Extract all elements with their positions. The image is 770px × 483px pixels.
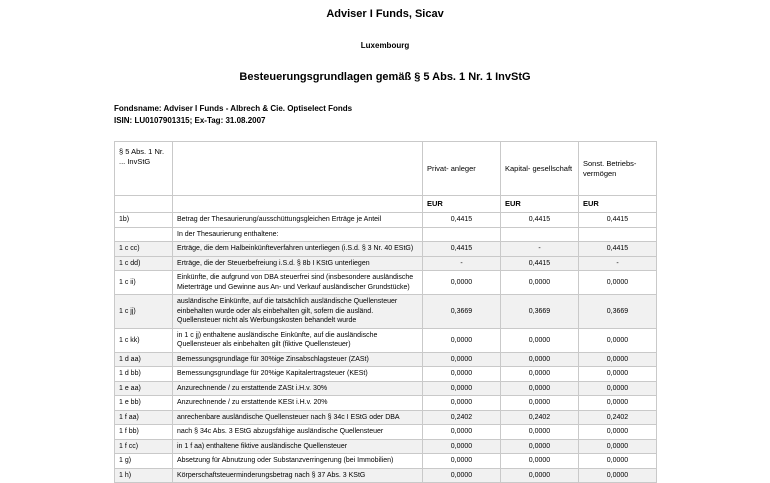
row-value-betriebsvermoegen: 0,3669 <box>579 295 657 329</box>
row-value-betriebsvermoegen: 0,0000 <box>579 367 657 382</box>
row-value-betriebsvermoegen: 0,0000 <box>579 381 657 396</box>
row-value-betriebsvermoegen: 0,4415 <box>579 213 657 228</box>
row-value-privatanleger: 0,4415 <box>423 242 501 257</box>
isin-line: ISIN: LU0107901315; Ex-Tag: 31.08.2007 <box>114 116 266 125</box>
fund-name-line: Fondsname: Adviser I Funds - Albrech & Cie. Optiselect Fonds <box>114 104 353 113</box>
row-value-kapitalgesellschaft: 0,0000 <box>501 367 579 382</box>
document-heading: Besteuerungsgrundlagen gemäß § 5 Abs. 1 Nr. 1 InvStG <box>239 71 531 83</box>
row-value-betriebsvermoegen: 0,0000 <box>579 271 657 295</box>
row-description: Erträge, die der Steuerbefreiung i.S.d. § 8b I KStG unterliegen <box>173 256 423 271</box>
document-city: Luxembourg <box>360 41 410 50</box>
tax-table-container <box>114 141 656 483</box>
row-code: 1 c ii) <box>115 271 173 295</box>
row-value-privatanleger: 0,0000 <box>423 425 501 440</box>
row-code: 1 d bb) <box>115 367 173 382</box>
row-code <box>115 227 173 242</box>
table-row <box>115 213 657 228</box>
row-value-betriebsvermoegen <box>579 227 657 242</box>
row-value-privatanleger: 0,0000 <box>423 271 501 295</box>
row-value-privatanleger: 0,3669 <box>423 295 501 329</box>
row-value-kapitalgesellschaft: 0,0000 <box>501 439 579 454</box>
row-value-privatanleger: 0,0000 <box>423 352 501 367</box>
currency-code-cell <box>115 196 173 213</box>
row-value-betriebsvermoegen: 0,4415 <box>579 242 657 257</box>
header-code: § 5 Abs. 1 Nr. ... InvStG <box>115 142 173 196</box>
table-header-row <box>115 142 657 196</box>
row-value-betriebsvermoegen: 0,0000 <box>579 396 657 411</box>
row-code: 1 f cc) <box>115 439 173 454</box>
row-value-kapitalgesellschaft: 0,0000 <box>501 425 579 440</box>
row-description: Erträge, die dem Halbeinkünfteverfahren unterliegen (i.S.d. § 3 Nr. 40 EStG) <box>173 242 423 257</box>
document-page <box>0 8 770 480</box>
row-value-kapitalgesellschaft: 0,4415 <box>501 256 579 271</box>
currency-desc-cell <box>173 196 423 213</box>
fund-metadata <box>114 103 770 127</box>
row-value-privatanleger: 0,2402 <box>423 410 501 425</box>
row-description: Bemessungsgrundlage für 30%ige Zinsabschlagsteuer (ZASt) <box>173 352 423 367</box>
row-value-betriebsvermoegen: 0,0000 <box>579 468 657 483</box>
table-row <box>115 410 657 425</box>
header-privatanleger: Privat- anleger <box>423 142 501 196</box>
row-code: 1 f aa) <box>115 410 173 425</box>
table-row <box>115 271 657 295</box>
row-value-kapitalgesellschaft: 0,0000 <box>501 328 579 352</box>
row-value-privatanleger <box>423 227 501 242</box>
table-row <box>115 439 657 454</box>
row-code: 1 c kk) <box>115 328 173 352</box>
row-value-privatanleger: 0,0000 <box>423 454 501 469</box>
row-value-kapitalgesellschaft: 0,2402 <box>501 410 579 425</box>
row-value-kapitalgesellschaft: 0,0000 <box>501 381 579 396</box>
row-description: nach § 34c Abs. 3 EStG abzugsfähige ausländische Quellensteuer <box>173 425 423 440</box>
row-description: in 1 c jj) enthaltene ausländische Einkünfte, auf die ausländische Quellensteuer als einbehalten gilt (fiktive Quellensteuer) <box>173 328 423 352</box>
row-value-privatanleger: 0,0000 <box>423 439 501 454</box>
table-body <box>115 213 657 483</box>
row-code: 1 d aa) <box>115 352 173 367</box>
header-kapitalgesellschaft: Kapital- gesellschaft <box>501 142 579 196</box>
table-row <box>115 256 657 271</box>
table-row <box>115 295 657 329</box>
row-value-betriebsvermoegen: 0,0000 <box>579 439 657 454</box>
header-description <box>173 142 423 196</box>
row-code: 1 h) <box>115 468 173 483</box>
row-description: Betrag der Thesaurierung/ausschüttungsgleichen Erträge je Anteil <box>173 213 423 228</box>
row-description: In der Thesaurierung enthaltene: <box>173 227 423 242</box>
row-description: Bemessungsgrundlage für 20%ige Kapitalertragsteuer (KESt) <box>173 367 423 382</box>
table-currency-row <box>115 196 657 213</box>
row-value-privatanleger: 0,0000 <box>423 468 501 483</box>
row-description: Körperschaftsteuerminderungsbetrag nach § 37 Abs. 3 KStG <box>173 468 423 483</box>
row-value-kapitalgesellschaft <box>501 227 579 242</box>
row-description: in 1 f aa) enthaltene fiktive ausländische Quellensteuer <box>173 439 423 454</box>
table-row <box>115 381 657 396</box>
document-title: Adviser I Funds, Sicav <box>326 8 444 20</box>
row-value-kapitalgesellschaft: 0,0000 <box>501 396 579 411</box>
row-description: Absetzung für Abnutzung oder Substanzverringerung (bei Immobilien) <box>173 454 423 469</box>
tax-basis-table <box>114 141 657 483</box>
row-value-kapitalgesellschaft: 0,0000 <box>501 352 579 367</box>
table-row <box>115 396 657 411</box>
row-value-privatanleger: 0,0000 <box>423 396 501 411</box>
currency-col2: EUR <box>501 196 579 213</box>
row-value-privatanleger: - <box>423 256 501 271</box>
row-value-kapitalgesellschaft: 0,0000 <box>501 271 579 295</box>
header-betriebsvermoegen: Sonst. Betriebs- vermögen <box>579 142 657 196</box>
table-row <box>115 328 657 352</box>
row-value-betriebsvermoegen: 0,2402 <box>579 410 657 425</box>
row-code: 1 c jj) <box>115 295 173 329</box>
table-row <box>115 242 657 257</box>
row-value-privatanleger: 0,0000 <box>423 328 501 352</box>
row-code: 1 g) <box>115 454 173 469</box>
row-value-kapitalgesellschaft: 0,0000 <box>501 454 579 469</box>
currency-col1: EUR <box>423 196 501 213</box>
row-value-betriebsvermoegen: - <box>579 256 657 271</box>
table-row <box>115 425 657 440</box>
row-description: Anzurechnende / zu erstattende ZASt i.H.v. 30% <box>173 381 423 396</box>
table-header <box>115 142 657 213</box>
row-value-betriebsvermoegen: 0,0000 <box>579 328 657 352</box>
row-code: 1 e aa) <box>115 381 173 396</box>
table-row <box>115 352 657 367</box>
row-description: anrechenbare ausländische Quellensteuer nach § 34c I EStG oder DBA <box>173 410 423 425</box>
row-code: 1 c cc) <box>115 242 173 257</box>
row-code: 1 f bb) <box>115 425 173 440</box>
row-value-privatanleger: 0,0000 <box>423 367 501 382</box>
row-value-kapitalgesellschaft: 0,0000 <box>501 468 579 483</box>
row-value-betriebsvermoegen: 0,0000 <box>579 352 657 367</box>
table-row <box>115 367 657 382</box>
currency-col3: EUR <box>579 196 657 213</box>
row-code: 1 e bb) <box>115 396 173 411</box>
table-row <box>115 468 657 483</box>
row-value-betriebsvermoegen: 0,0000 <box>579 454 657 469</box>
row-description: Einkünfte, die aufgrund von DBA steuerfrei sind (insbesondere ausländische Mieterträge und Gewinne aus An- und Verkauf ausländischer Grundstücke) <box>173 271 423 295</box>
row-value-kapitalgesellschaft: - <box>501 242 579 257</box>
row-code: 1b) <box>115 213 173 228</box>
row-value-betriebsvermoegen: 0,0000 <box>579 425 657 440</box>
table-row <box>115 227 657 242</box>
row-description: ausländische Einkünfte, auf die tatsächlich ausländische Quellensteuer einbehalten wurde oder als einbehalten gilt, sofern die ausländ. Quellensteuer nicht als Werbungskosten behandelt wurde <box>173 295 423 329</box>
row-code: 1 c dd) <box>115 256 173 271</box>
table-row <box>115 454 657 469</box>
row-value-privatanleger: 0,0000 <box>423 381 501 396</box>
row-value-kapitalgesellschaft: 0,4415 <box>501 213 579 228</box>
row-value-kapitalgesellschaft: 0,3669 <box>501 295 579 329</box>
row-description: Anzurechnende / zu erstattende KESt i.H.v. 20% <box>173 396 423 411</box>
row-value-privatanleger: 0,4415 <box>423 213 501 228</box>
